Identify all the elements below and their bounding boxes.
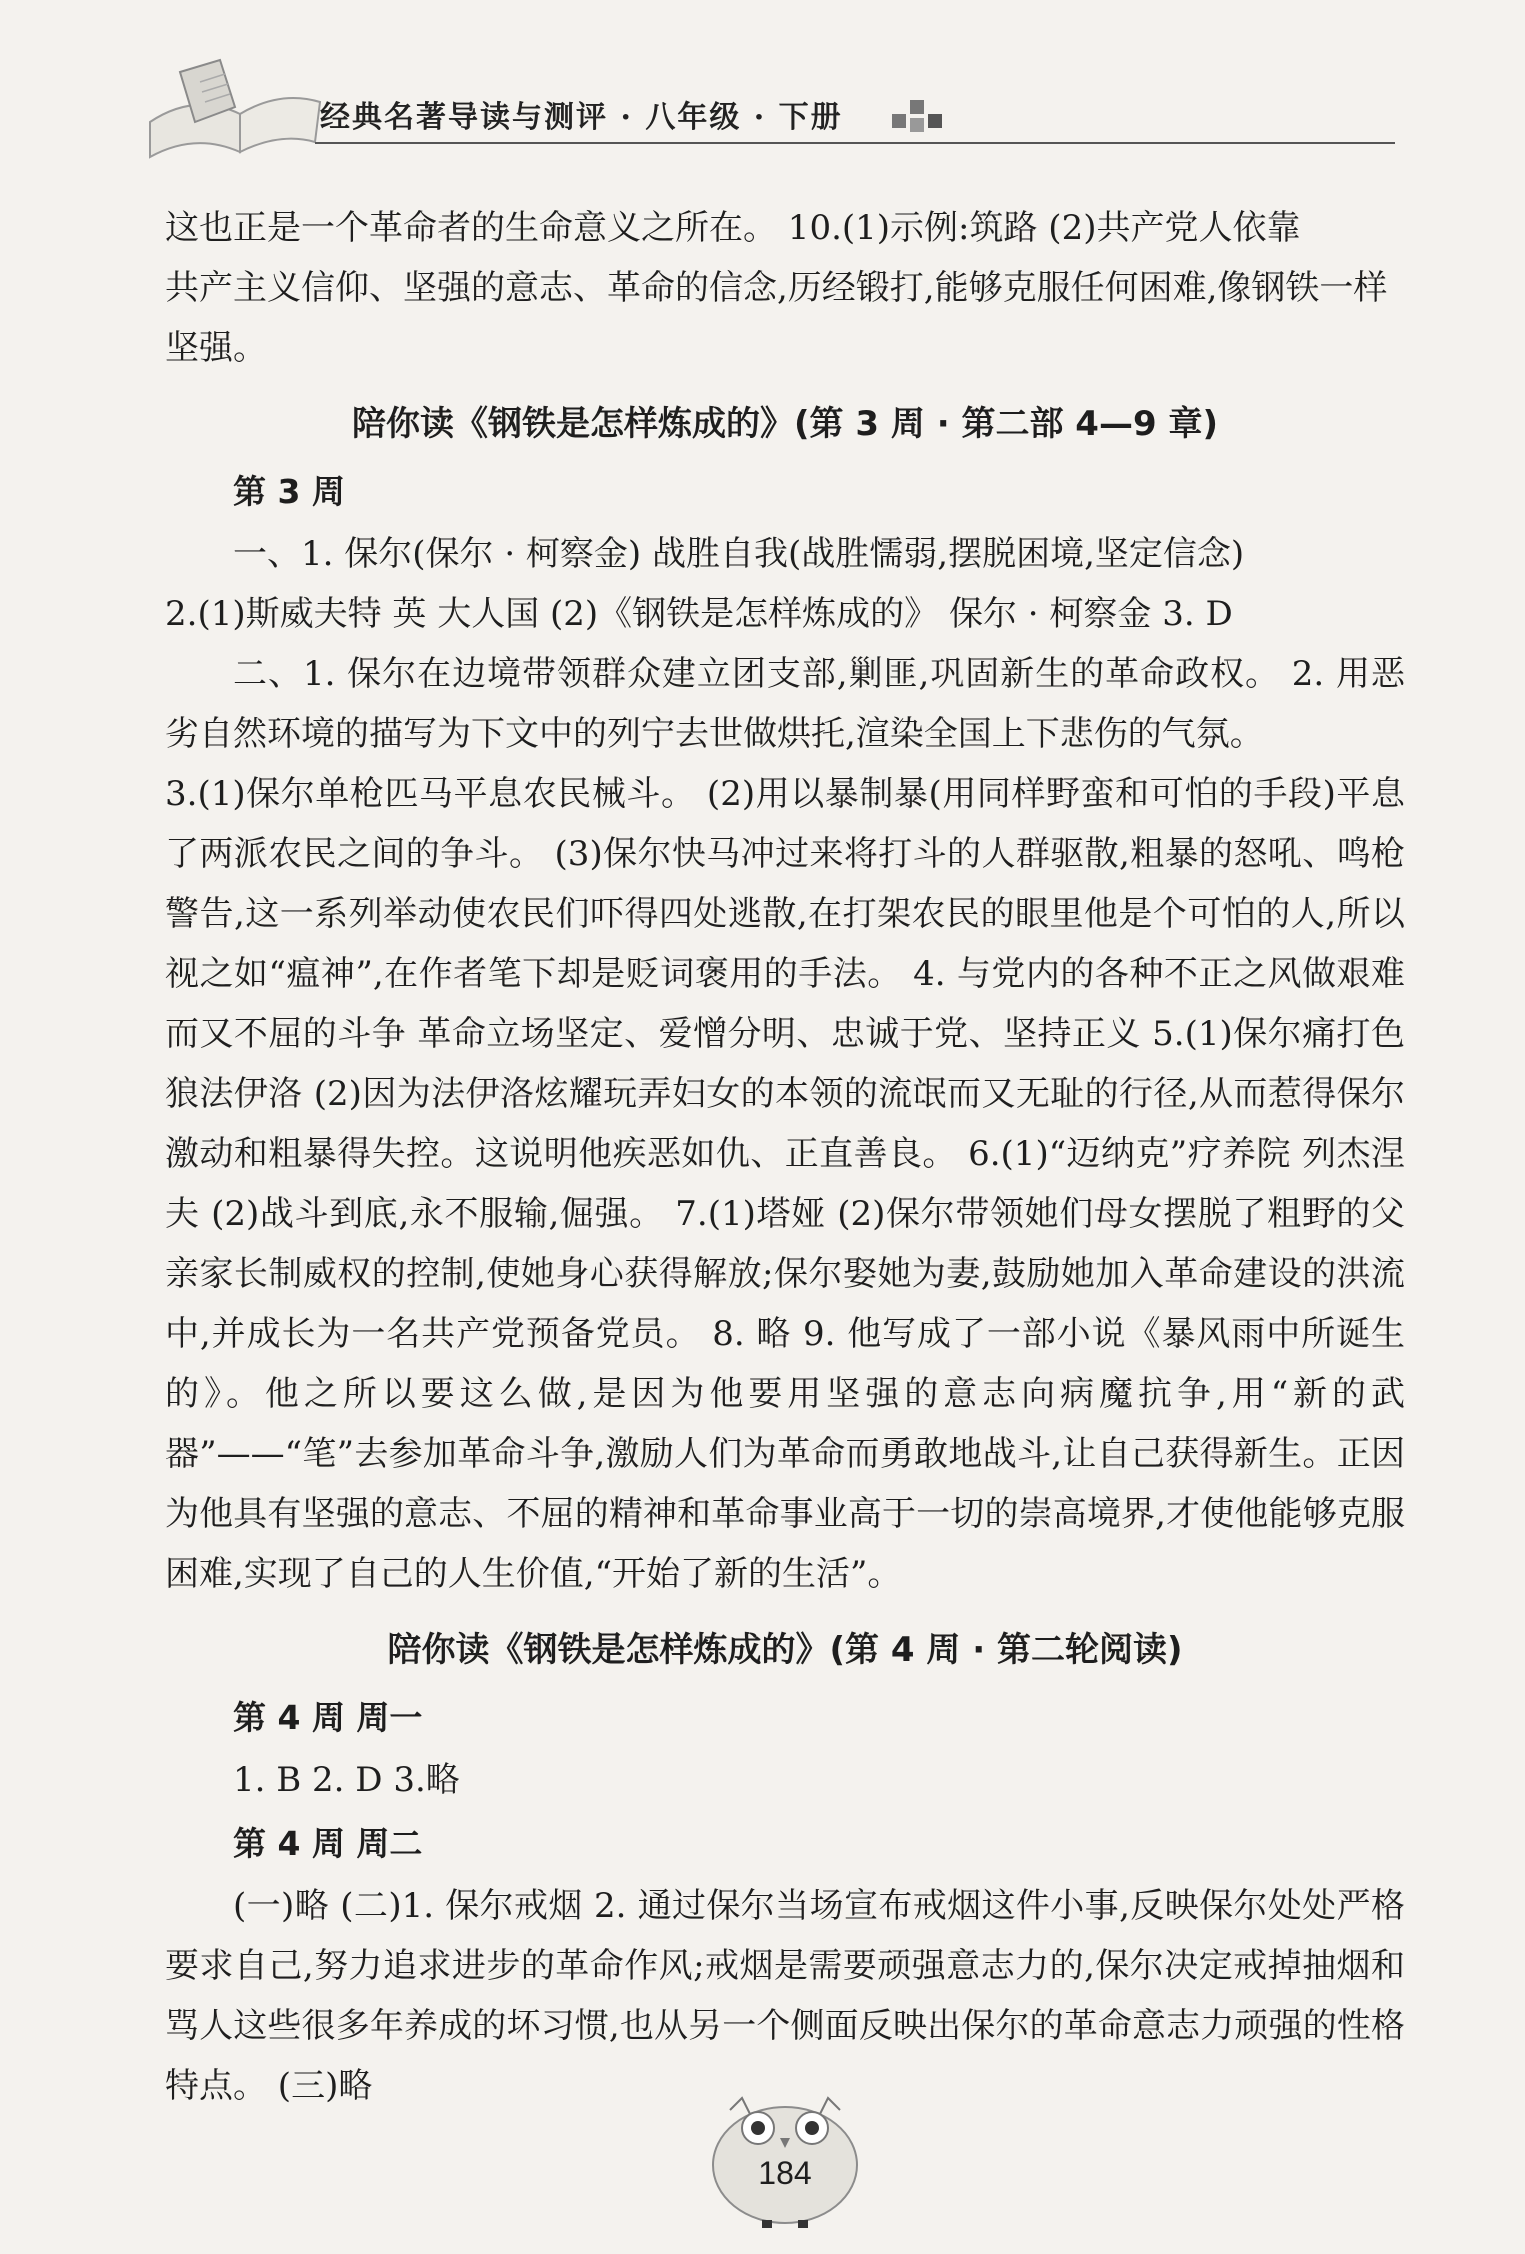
open-book-icon xyxy=(140,52,340,162)
section-title-week3: 陪你读《钢铁是怎样炼成的》(第 3 周 · 第二部 4—9 章) xyxy=(352,404,1218,444)
answer-paragraph: 一、1. 保尔(保尔 · 柯察金) 战胜自我(战胜懦弱,摆脱困境,坚定信念) xyxy=(233,534,1245,574)
answer-paragraph: 二、1. 保尔在边境带领群众建立团支部,剿匪,巩固新生的革命政权。 2. 用恶劣自然环境的描写为下文中的列宁去世做烘托,渲染全国上下悲伤的气氛。 xyxy=(165,654,1405,754)
page-header xyxy=(140,30,1390,160)
week-heading: 第 4 周 周一 xyxy=(233,1698,423,1737)
header-rule xyxy=(315,142,1395,144)
section-title-week4: 陪你读《钢铁是怎样炼成的》(第 4 周 · 第二轮阅读) xyxy=(387,1630,1183,1670)
answer-paragraph: 2.(1)斯威夫特 英 大人国 (2)《钢铁是怎样炼成的》 保尔 · 柯察金 3. D xyxy=(165,594,1233,634)
header-title: 经典名著导读与测评 · 八年级 · 下册 xyxy=(320,100,843,135)
answer-paragraph: 3.(1)保尔单枪匹马平息农民械斗。 (2)用以暴制暴(用同样野蛮和可怕的手段)平息了两派农民之间的争斗。 (3)保尔快马冲过来将打斗的人群驱散,粗暴的怒吼、鸣枪警告,这一系列举动使农民们吓得四处逃散,在打架农民的眼里他是个可怕的人,所以视之如“瘟神”,在作者笔下却是贬词褒用的手法。 4. 与党内的各种不正之风做艰难而又不屈的斗争 革命立场坚定、爱憎分明、忠诚于党、坚持正义 5.(1)保尔痛打色狼法伊洛 (2)因为法伊洛炫耀玩弄妇女的本领的流氓而又无耻的行径,从而惹得保尔激动和粗暴得失控。这说明他疾恶如仇、正直善良。 6.(1)“迈纳克”疗养院 列杰涅夫 (2)战斗到底,永不服输,倔强。 7.(1)塔娅 (2)保尔带领她们母女摆脱了粗野的父亲家长制威权的控制,使她身心获得解放;保尔娶她为妻,鼓励她加入革命建设的洪流中,并成长为一名共产党预备党员。 8. 略 9. 他写成了一部小说《暴风雨中所诞生的》。他之所以要这么做,是因为他要用坚强的意志向病魔抗争,用“新的武器”——“笔”去参加革命斗争,激励人们为革命而勇敢地战斗,让自己获得新生。正因为他具有坚强的意志、不屈的精神和革命事业高于一切的崇高境界,才使他能够克服困难,实现了自己的人生价值,“开始了新的生活”。 xyxy=(165,774,1405,1594)
answer-paragraph: (一)略 (二)1. 保尔戒烟 2. 通过保尔当场宣布戒烟这件小事,反映保尔处处严格要求自己,努力追求进步的革命作风;戒烟是需要顽强意志力的,保尔决定戒掉抽烟和骂人这些很多年养成的坏习惯,也从另一个侧面反映出保尔的革命意志力顽强的性格特点。 (三)略 xyxy=(165,1886,1405,2106)
text-line: 这也正是一个革命者的生命意义之所在。 10.(1)示例:筑路 (2)共产党人依靠 xyxy=(165,208,1301,248)
text-line: 坚强。 xyxy=(165,328,267,368)
decorative-squares-icon xyxy=(892,96,952,136)
text-line: 共产主义信仰、坚强的意志、革命的信念,历经锻打,能够克服任何困难,像钢铁一样 xyxy=(165,268,1388,308)
week-heading: 第 4 周 周二 xyxy=(233,1824,423,1863)
answer-content xyxy=(165,198,1405,2116)
answer-paragraph: 1. B 2. D 3.略 xyxy=(233,1760,460,1800)
page-footer xyxy=(700,2080,870,2230)
week-heading: 第 3 周 xyxy=(233,472,345,511)
page-number: 184 xyxy=(758,2155,812,2191)
